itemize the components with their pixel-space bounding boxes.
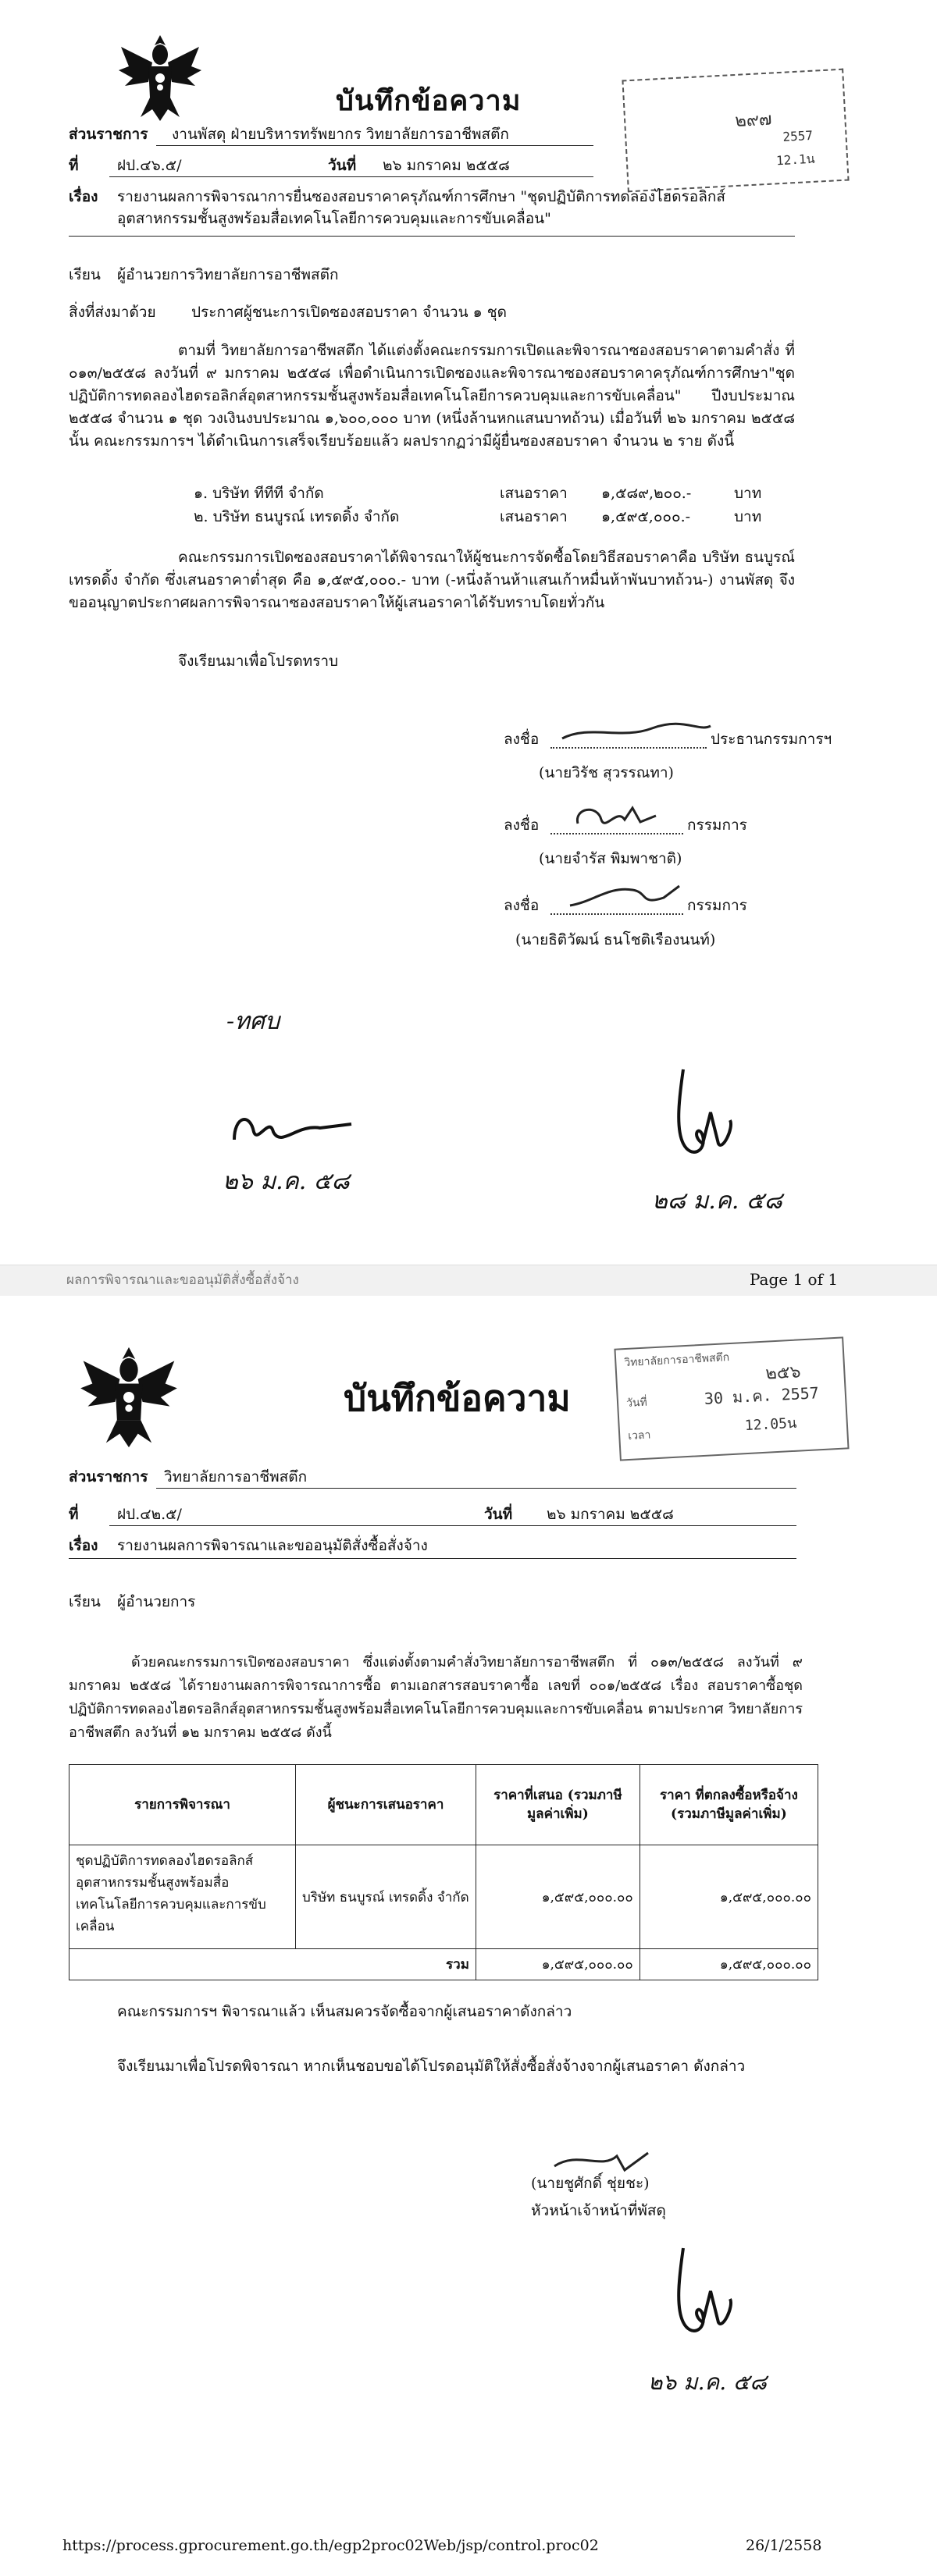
total-label: รวม xyxy=(69,1949,476,1980)
sign-name: (นายชูศักดิ์ ชุ่ยชะ) xyxy=(531,2175,650,2192)
column-header: ผู้ชนะการเสนอราคา xyxy=(296,1765,476,1845)
date-label: วันที่ xyxy=(328,157,357,174)
closing-text: จึงเรียนมาเพื่อโปรดทราบ xyxy=(178,653,339,670)
garuda-emblem-icon xyxy=(78,1343,180,1452)
ref-label: ที่ xyxy=(69,1506,79,1523)
body-paragraph-2: คณะกรรมการฯ พิจารณาแล้ว เห็นสมควรจัดซื้อจากผู้เสนอราคาดังกล่าว xyxy=(117,2003,572,2020)
sign-role: ประธานกรรมการฯ xyxy=(711,731,832,748)
stamp-date-label: วันที่ xyxy=(625,1396,648,1411)
subject-label: เรื่อง xyxy=(69,188,98,205)
bidder-name: ๑. บริษัท ทีทีที จำกัด xyxy=(194,485,324,502)
handwritten-note: -ทศบ xyxy=(226,1008,280,1035)
memo-page-1 xyxy=(0,0,937,1265)
bidder-price: ๑,๕๙๕,๐๐๐.- xyxy=(601,508,691,525)
sign-role: กรรมการ xyxy=(687,897,747,914)
item-cell: ชุดปฏิบัติการทดลองไฮดรอลิกส์อุตสาหกรรมชั้นสูงพร้อมสื่อเทคโนโลยีการควบคุมและการขับเคลื่อน xyxy=(69,1845,296,1949)
stamp-date: 30 ม.ค. 2557 xyxy=(704,1383,820,1408)
stamp-year: 2557 xyxy=(782,127,814,144)
rule xyxy=(109,1525,796,1526)
bidder-name: ๒. บริษัท ธนบูรณ์ เทรดดิ้ง จำกัด xyxy=(194,508,400,525)
signature-mark xyxy=(547,2147,656,2178)
total-agreed: ๑,๕๙๕,๐๐๐.๐๐ xyxy=(640,1949,818,1980)
agency-label: ส่วนราชการ xyxy=(69,1468,148,1485)
sign-name: (นายวิรัช สุวรรณทา) xyxy=(539,764,674,781)
handwritten-signature xyxy=(660,2240,754,2357)
agency-value: วิทยาลัยการอาชีพสตึก xyxy=(164,1468,308,1485)
to-value: ผู้อำนวยการ xyxy=(117,1593,196,1610)
receipt-stamp xyxy=(614,1336,849,1461)
to-value: ผู้อำนวยการวิทยาลัยการอาชีพสตึก xyxy=(117,266,339,283)
rule xyxy=(69,1558,796,1559)
column-header: รายการพิจารณา xyxy=(69,1765,296,1845)
agency-value: งานพัสดุ ฝ่ายบริหารทรัพยากร วิทยาลัยการอาชีพสตึก xyxy=(172,126,509,143)
rule xyxy=(69,236,795,237)
sign-prefix: ลงชื่อ xyxy=(504,817,540,834)
signature-mark xyxy=(570,800,664,835)
to-label: เรียน xyxy=(69,266,101,283)
rule xyxy=(156,1488,796,1489)
agency-label: ส่วนราชการ xyxy=(69,126,148,143)
offered-cell: ๑,๕๙๕,๐๐๐.๐๐ xyxy=(476,1845,640,1949)
total-offered: ๑,๕๙๕,๐๐๐.๐๐ xyxy=(476,1949,640,1980)
ref-value: ฝป.๔๖.๕/ xyxy=(117,157,182,174)
sign-role: กรรมการ xyxy=(687,817,747,834)
memo-title: บันทึกข้อความ xyxy=(336,84,522,117)
handwritten-signature-left xyxy=(226,1101,359,1155)
column-header: ราคาที่เสนอ (รวมภาษีมูลค่าเพิ่ม) xyxy=(476,1765,640,1845)
attach-label: สิ่งที่ส่งมาด้วย xyxy=(69,304,156,321)
sign-role: หัวหน้าเจ้าหน้าที่พัสดุ xyxy=(531,2202,666,2219)
memo-title: บันทึกข้อความ xyxy=(344,1377,571,1419)
table-total-row xyxy=(69,1949,818,1980)
table-row xyxy=(69,1845,818,1949)
browser-header-left: ผลการพิจารณาและขออนุมัติสั่งซื้อสั่งจ้าง xyxy=(66,1272,299,1288)
footer-url[interactable]: https://process.gprocurement.go.th/egp2proc02Web/jsp/control.proc02 xyxy=(62,2537,599,2554)
stamp-time-label: เวลา xyxy=(627,1429,651,1443)
bidder-label: เสนอราคา xyxy=(500,485,568,502)
stamp-time: 12.05น xyxy=(744,1414,797,1435)
signature-mark xyxy=(558,717,714,748)
stamp-time: 12.1น xyxy=(775,151,816,169)
signature-mark xyxy=(562,878,687,913)
attach-value: ประกาศผู้ชนะการเปิดซองสอบราคา จำนวน ๑ ชุด xyxy=(191,304,507,321)
handwritten-signature-right xyxy=(660,1066,754,1175)
garuda-emblem-icon xyxy=(117,31,203,125)
bidder-label: เสนอราคา xyxy=(500,508,568,525)
table-header-row xyxy=(69,1765,818,1845)
column-header: ราคา ที่ตกลงซื้อหรือจ้าง (รวมภาษีมูลค่าเพิ่ม) xyxy=(640,1765,818,1845)
date-label: วันที่ xyxy=(484,1506,513,1523)
stamp-number: ๒๙๗ xyxy=(734,109,773,131)
handwritten-date-right: ๒๘ ม.ค. ๕๘ xyxy=(652,1187,782,1215)
sign-name: (นายจำรัส พิมพาชาติ) xyxy=(539,850,682,867)
body-paragraph-3: จึงเรียนมาเพื่อโปรดพิจารณา หากเห็นชอบขอได้โปรดอนุมัติให้สั่งซื้อสั่งจ้างจากผู้เสนอราคา ดังกล่าว xyxy=(117,2058,746,2075)
subject-label: เรื่อง xyxy=(69,1537,98,1554)
date-value: ๒๖ มกราคม ๒๕๕๘ xyxy=(547,1506,674,1523)
body-paragraph-1: ด้วยคณะกรรมการเปิดซองสอบราคา ซึ่งแต่งตั้งตามคำสั่งวิทยาลัยการอาชีพสตึก ที่ ๐๑๓/๒๕๕๘ ลงวันที่ ๙ มกราคม ๒๕๕๘ ได้รายงานผลการพิจารณาการซื้อ ตามเอกสารสอบราคาซื้อ เลขที่ ๐๐๑/๒๕๕๘ เรื่อง สอบราคาซื้อชุดปฏิบัติการทดลองไฮดรอลิกส์อุตสาหกรรมชั้นสูงพร้อมสื่อเทคโนโลยีการควบคุมและการขับเคลื่อน ตามประกาศ วิทยาลัยการอาชีพสตึก ลงวันที่ ๑๒ มกราคม ๒๕๕๘ ดังนี้ xyxy=(69,1654,803,1741)
page-divider xyxy=(0,1265,937,1297)
subject-line-1: รายงานผลการพิจารณาการยื่นซองสอบราคาครุภัณฑ์การศึกษา "ชุดปฏิบัติการทดลองไฮดรอลิกส์ xyxy=(117,188,725,205)
bidder-price: ๑,๕๘๙,๒๐๐.- xyxy=(601,485,692,502)
stamp-org: วิทยาลัยการอาชีพสตึก xyxy=(623,1351,730,1370)
stamp-number: ๒๕๖ xyxy=(764,1362,802,1384)
date-value: ๒๖ มกราคม ๒๕๕๘ xyxy=(383,157,510,174)
browser-page-indicator: Page 1 of 1 xyxy=(750,1270,839,1289)
sign-name: (นายธิติวัฒน์ ธนโชติเรืองนนท์) xyxy=(515,931,716,948)
handwritten-date: ๒๖ ม.ค. ๕๘ xyxy=(648,2369,767,2395)
ref-label: ที่ xyxy=(69,157,79,174)
ref-value: ฝป.๔๒.๕/ xyxy=(117,1506,182,1523)
sign-line xyxy=(550,913,683,915)
bidder-unit: บาท xyxy=(734,485,762,502)
memo-page-2 xyxy=(0,1296,937,2576)
rule xyxy=(109,176,593,177)
bidder-unit: บาท xyxy=(734,508,762,525)
subject-line-2: อุตสาหกรรมชั้นสูงพร้อมสื่อเทคโนโลยีการควบคุมและการขับเคลื่อน" xyxy=(117,210,551,227)
handwritten-date-left: ๒๖ ม.ค. ๕๘ xyxy=(223,1168,350,1195)
to-label: เรียน xyxy=(69,1593,101,1610)
rule xyxy=(156,145,593,146)
receipt-stamp xyxy=(622,69,849,193)
body-paragraph-2: คณะกรรมการเปิดซองสอบราคาได้พิจารณาให้ผู้ชนะการจัดซื้อโดยวิธีสอบราคาคือ บริษัท ธนบูรณ์ เทรดดิ้ง จำกัด ซึ่งเสนอราคาต่ำสุด คือ ๑,๕๙๕,๐๐๐.- บาท (-หนึ่งล้านห้าแสนเก้าหมื่นห้าพันบาทถ้วน-) งานพัสดุ จึงขออนุญาตประกาศผลการพิจารณาซองสอบราคาให้ผู้เสนอราคาได้รับทราบโดยทั่วกัน xyxy=(69,549,795,611)
winner-cell: บริษัท ธนบูรณ์ เทรดดิ้ง จำกัด xyxy=(296,1845,476,1949)
body-paragraph-1: ตามที่ วิทยาลัยการอาชีพสตึก ได้แต่งตั้งคณะกรรมการเปิดและพิจารณาซองสอบราคาตามคำสั่ง ที่ ๐๑๓/๒๕๕๘ ลงวันที่ ๙ มกราคม ๒๕๕๘ เพื่อดำเนินการเปิดซองและพิจารณาซองสอบราคาครุภัณฑ์การศึกษา"ชุดปฏิบัติการทดลองไฮดรอลิกส์อุตสาหกรรมชั้นสูงพร้อมสื่อเทคโนโลยีการควบคุมและการขับเคลื่อน" ปีงบประมาณ ๒๕๕๘ จำนวน ๑ ชุด วงเงินงบประมาณ ๑,๖๐๐,๐๐๐ บาท (หนึ่งล้านหกแสนบาทถ้วน) เมื่อวันที่ ๒๖ มกราคม ๒๕๕๘ นั้น คณะกรรมการฯ ได้ดำเนินการเสร็จเรียบร้อยแล้ว ผลปรากฏว่ามีผู้ยื่นซองสอบราคา จำนวน ๒ ราย ดังนี้ xyxy=(69,342,795,450)
sign-prefix: ลงชื่อ xyxy=(504,897,540,914)
procurement-table xyxy=(69,1764,818,1980)
subject-value: รายงานผลการพิจารณาและขออนุมัติสั่งซื้อสั่งจ้าง xyxy=(117,1537,428,1554)
agreed-cell: ๑,๕๙๕,๐๐๐.๐๐ xyxy=(640,1845,818,1949)
footer-date: 26/1/2558 xyxy=(746,2537,822,2554)
sign-prefix: ลงชื่อ xyxy=(504,731,540,748)
